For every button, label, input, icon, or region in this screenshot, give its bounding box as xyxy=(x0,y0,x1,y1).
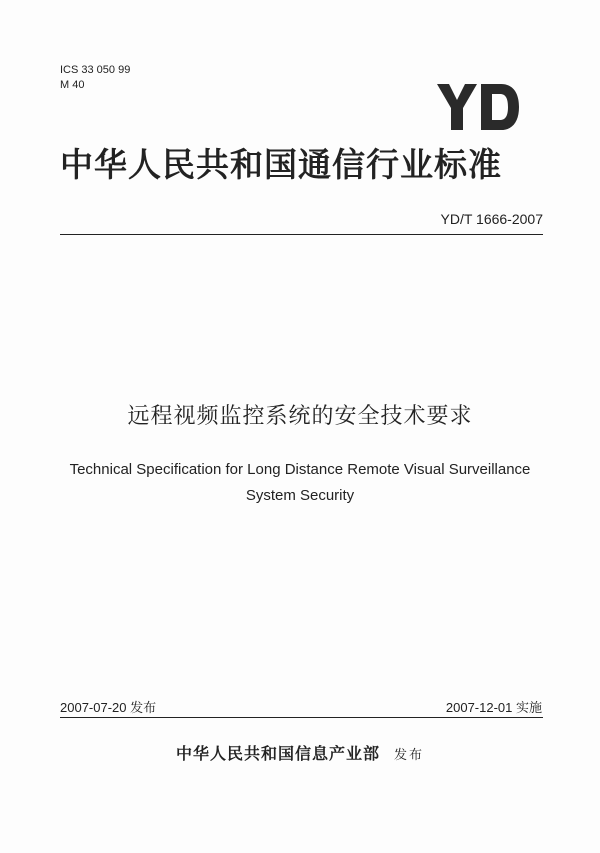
category-code: M 40 xyxy=(60,79,85,91)
footer-divider xyxy=(60,717,543,718)
english-title-line-2: System Security xyxy=(245,487,355,504)
standard-number: YD/T 1666-2007 xyxy=(440,211,543,227)
document-title-english xyxy=(0,457,600,509)
issuer-line xyxy=(0,741,600,764)
issue-date: 2007-07-20 发布 xyxy=(60,700,157,715)
yd-logo xyxy=(437,84,519,130)
issuer-name: 中华人民共和国信息产业部 xyxy=(175,744,380,763)
classification-block xyxy=(60,63,130,93)
document-title-chinese: 远程视频监控系统的安全技术要求 xyxy=(127,404,473,429)
effective-date: 2007-12-01 实施 xyxy=(445,700,542,715)
ics-code: ICS 33 050 99 xyxy=(60,64,131,76)
english-title-line-1: Technical Specification for Long Distance Remote Visual Surveillance xyxy=(69,461,531,478)
standard-family-title: 中华人民共和国通信行业标准 xyxy=(60,145,502,184)
header-divider xyxy=(60,234,543,235)
issuer-action: 发布 xyxy=(394,748,425,763)
